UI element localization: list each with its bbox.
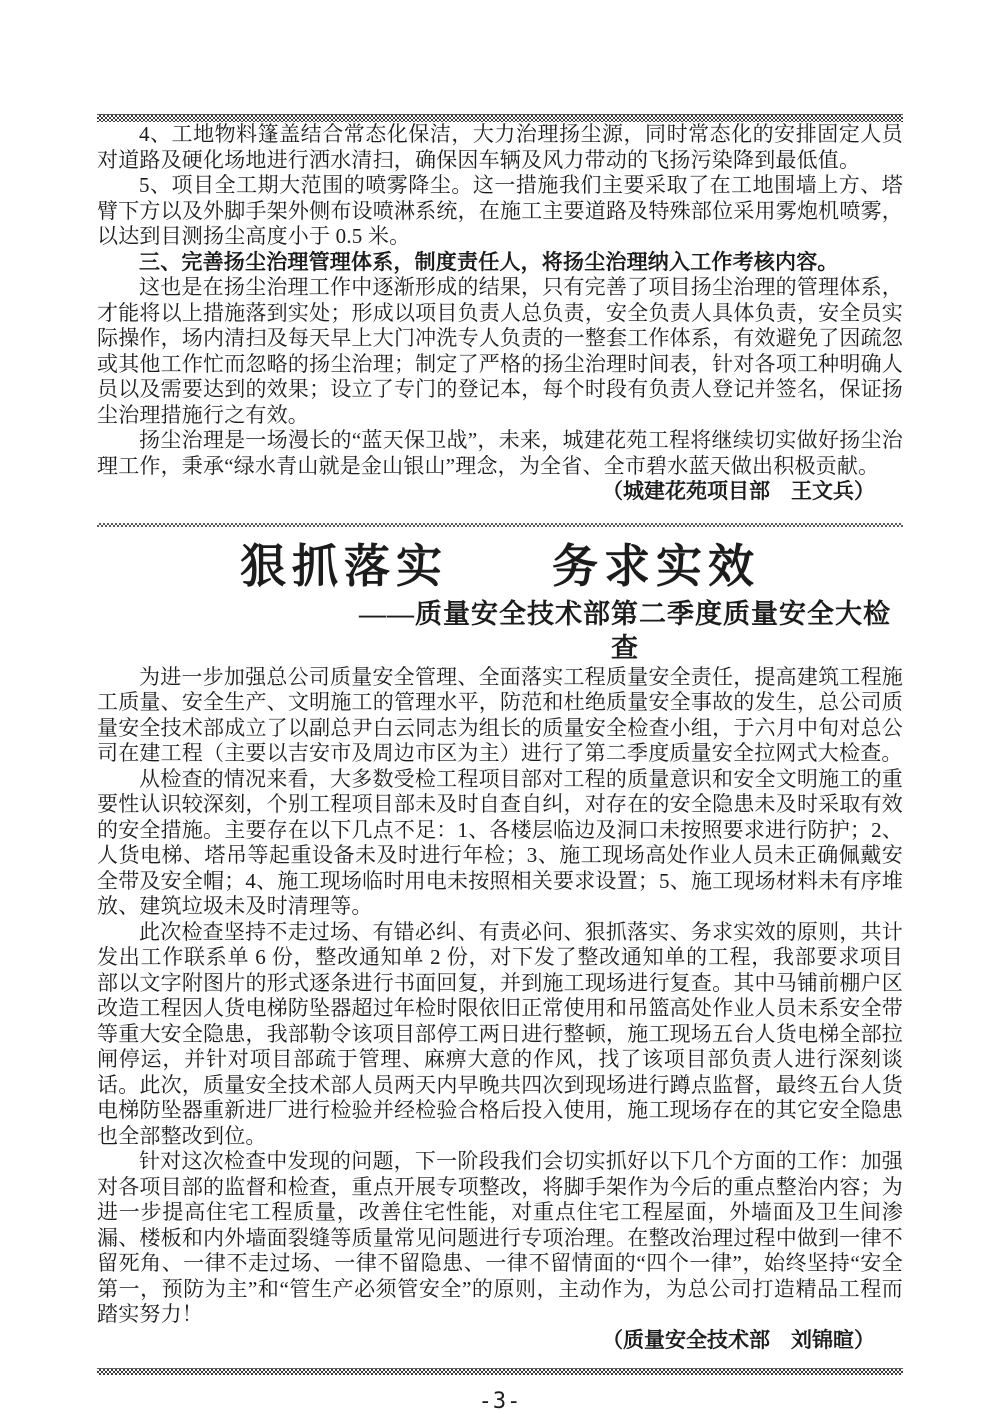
- article-dust-control: [97, 122, 903, 505]
- paragraph: 4、工地物料篷盖结合常态化保洁，大力治理扬尘源，同时常态化的安排固定人员对道路及硬化场地进行洒水清扫，确保因车辆及风力带动的飞扬污染降到最低值。: [97, 122, 903, 172]
- article-subtitle: ——质量安全技术部第二季度质量安全大检查: [359, 598, 891, 663]
- top-border-rule: [97, 114, 903, 122]
- article-quality-inspection: [97, 539, 903, 1354]
- paragraph: 5、项目全工期大范围的喷雾降尘。这一措施我们主要采取了在工地围墙上方、塔臂下方以及外脚手架外侧布设喷淋系统，在施工主要道路及特殊部位采用雾炮机喷雾，以达到目测扬尘高度小于 0.5 米。: [97, 173, 903, 248]
- paragraph: 这也是在扬尘治理工作中逐渐形成的结果，只有完善了项目扬尘治理的管理体系，才能将以上措施落到实处；形成以项目负责人总负责，安全负责人具体负责，安全员实际操作，场内清扫及每天早上大门冲洗专人负责的一整套工作体系，有效避免了因疏忽或其他工作忙而忽略的扬尘治理；制定了严格的扬尘治理时间表，针对各项工种明确人员以及需要达到的效果；设立了专门的登记本，每个时段有负责人登记并签名，保证扬尘治理措施行之有效。: [97, 275, 903, 427]
- paragraph: 此次检查坚持不走过场、有错必纠、有责必问、狠抓落实、务求实效的原则，共计发出工作联系单 6 份，整改通知单 2 份，对下发了整改通知单的工程，我部要求项目部以文字附图片的形式逐条进行书面回复，并到施工现场进行复查。其中马铺前棚户区改造工程因人货电梯防坠器超过年检时限依旧正常使用和吊篮高处作业人员未系安全带等重大安全隐患，我部勒令该项目部停工两日进行整顿，施工现场五台人货电梯全部拉闸停运，并针对项目部疏于管理、麻痹大意的作风，找了该项目部负责人进行深刻谈话。此次，质量安全技术部人员两天内早晚共四次到现场进行蹲点监督，最终五台人货电梯防坠器重新进厂进行检验并经检验合格后投入使用，施工现场存在的其它安全隐患也全部整改到位。: [97, 919, 903, 1148]
- article-divider-rule: [97, 523, 903, 527]
- article-title: 狠抓落实 务求实效: [240, 540, 760, 592]
- paragraph: 从检查的情况来看，大多数受检工程项目部对工程的质量意识和安全文明施工的重要性认识较深刻，个别工程项目部未及时自查自纠，对存在的安全隐患未及时采取有效的安全措施。主要存在以下几点不足：1、各楼层临边及洞口未按照要求进行防护；2、人货电梯、塔吊等起重设备未及时进行年检；3、施工现场高处作业人员未正确佩戴安全带及安全帽；4、施工现场临时用电未按照相关要求设置；5、施工现场材料未有序堆放、建筑垃圾未及时清理等。: [97, 766, 903, 918]
- section-heading: 三、完善扬尘治理管理体系，制度责任人，将扬尘治理纳入工作考核内容。: [139, 250, 839, 274]
- article-signature: （城建花苑项目部 王文兵）: [602, 479, 875, 503]
- page-number: -3-: [478, 1389, 522, 1414]
- paragraph: 针对这次检查中发现的问题，下一阶段我们会切实抓好以下几个方面的工作：加强对各项目部的监督和检查，重点开展专项整改，将脚手架作为今后的重点整治内容；为进一步提高住宅工程质量，改善住宅性能，对重点住宅工程屋面，外墙面及卫生间渗漏、楼板和内外墙面裂缝等质量常见问题进行专项治理。在整改治理过程中做到一律不留死角、一律不走过场、一律不留隐患、一律不留情面的“四个一律”，始终坚持“安全第一，预防为主”和“管生产必须管安全”的原则，主动作为，为总公司打造精品工程而踏实努力！: [97, 1149, 903, 1326]
- page-content: [97, 0, 903, 1414]
- bottom-border-rule: [97, 1368, 903, 1375]
- article-signature: （质量安全技术部 刘锦暄）: [602, 1327, 875, 1352]
- paragraph: 扬尘治理是一场漫长的“蓝天保卫战”，未来，城建花苑工程将继续切实做好扬尘治理工作，秉承“绿水青山就是金山银山”理念，为全省、全市碧水蓝天做出积极贡献。: [97, 428, 903, 478]
- paragraph: 为进一步加强总公司质量安全管理、全面落实工程质量安全责任，提高建筑工程施工质量、安全生产、文明施工的管理水平，防范和杜绝质量安全事故的发生，总公司质量安全技术部成立了以副总尹白云同志为组长的质量安全检查小组，于六月中旬对总公司在建工程（主要以吉安市及周边市区为主）进行了第二季度质量安全拉网式大检查。: [97, 664, 903, 765]
